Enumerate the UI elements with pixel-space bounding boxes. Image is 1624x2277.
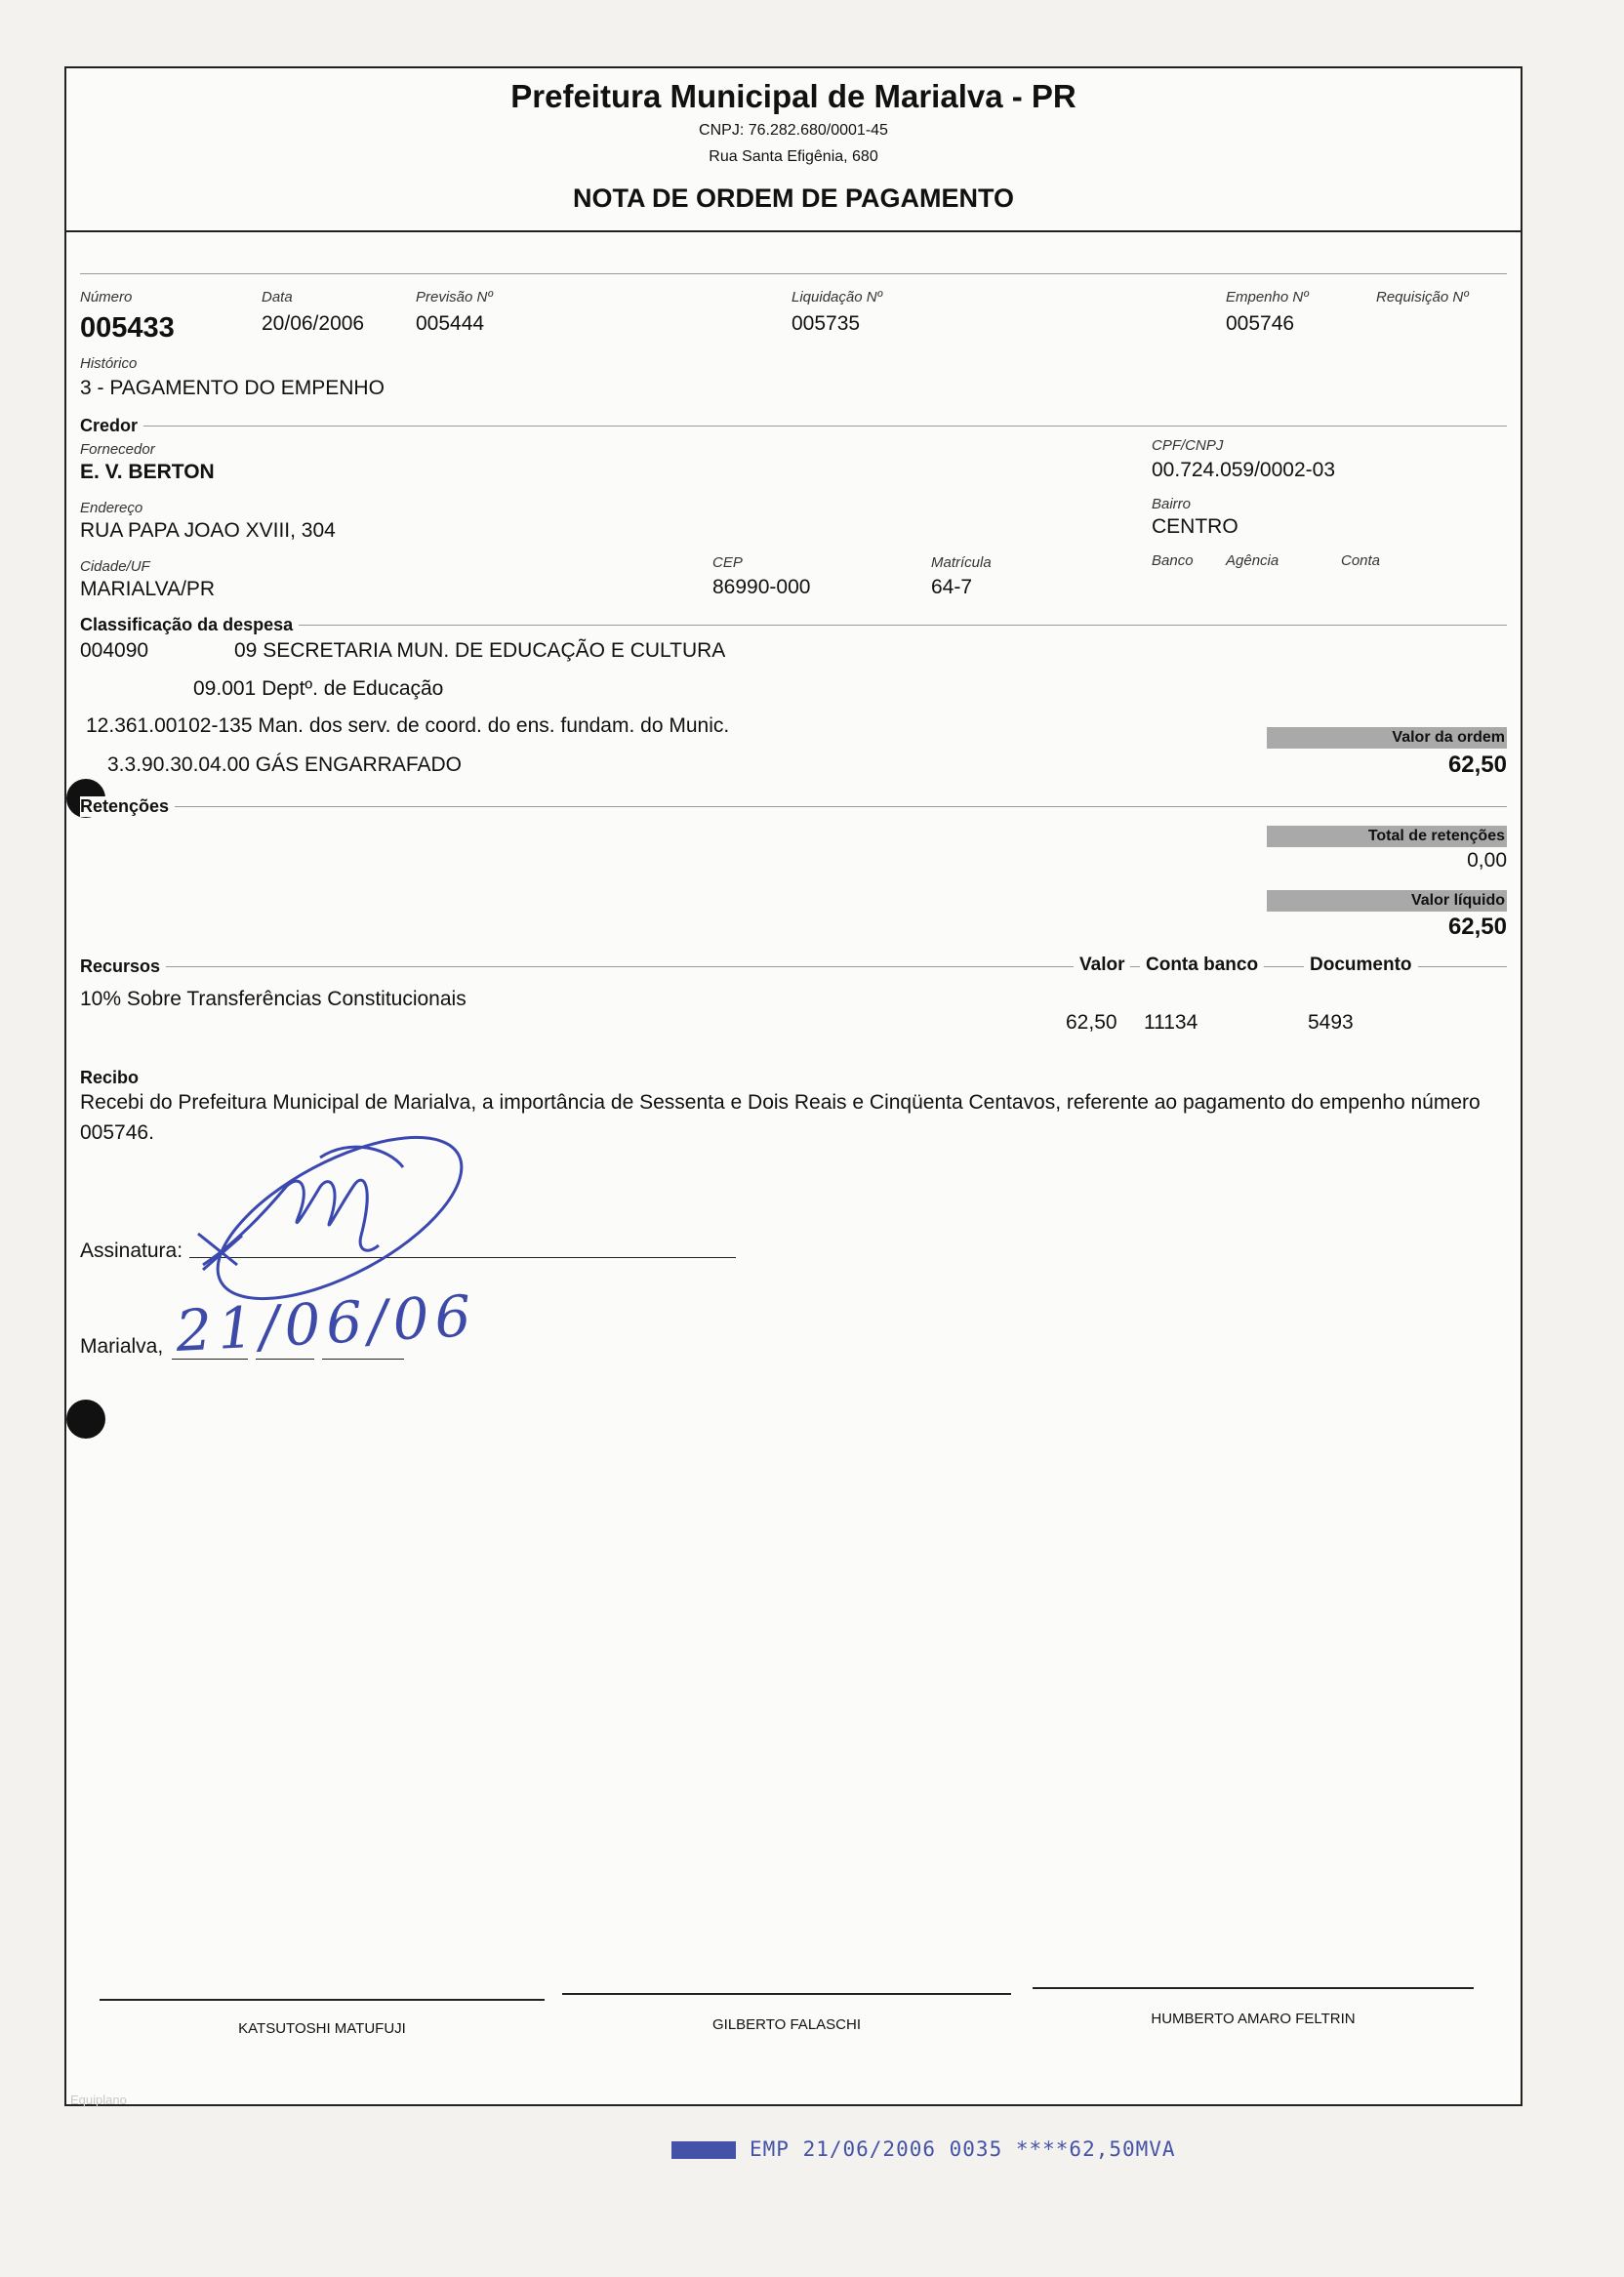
matricula-value: 64-7 bbox=[931, 576, 973, 598]
total-retencoes-label: Total de retenções bbox=[1267, 826, 1507, 847]
cep-value: 86990-000 bbox=[712, 576, 811, 598]
agencia-label: Agência bbox=[1226, 552, 1279, 569]
municipality-title: Prefeitura Municipal de Marialva - PR bbox=[510, 78, 1076, 114]
conta-label: Conta bbox=[1341, 552, 1381, 569]
bank-stamp-text: EMP 21/06/2006 0035 ****62,50MVA bbox=[750, 2137, 1176, 2161]
cnpj-line: CNPJ: 76.282.680/0001-45 bbox=[699, 122, 888, 139]
recursos-conta-header: Conta banco bbox=[1140, 955, 1264, 976]
previsao-label: Previsão Nº bbox=[416, 289, 493, 305]
total-retencoes-value: 0,00 bbox=[1467, 849, 1507, 872]
punch-hole-bottom bbox=[66, 1400, 105, 1439]
cidade-value: MARIALVA/PR bbox=[80, 578, 216, 600]
handwritten-signature bbox=[193, 1128, 486, 1323]
recursos-documento-header: Documento bbox=[1304, 955, 1418, 976]
signature-line-2 bbox=[562, 1993, 1011, 1995]
fornecedor-label: Fornecedor bbox=[80, 441, 155, 458]
marialva-label: Marialva, bbox=[80, 1335, 164, 1358]
date-line-year bbox=[322, 1359, 404, 1360]
header-divider bbox=[66, 230, 1521, 232]
bank-stamp bbox=[671, 2137, 1176, 2161]
cpf-value: 00.724.059/0002-03 bbox=[1152, 459, 1336, 481]
valor-ordem-value: 62,50 bbox=[1447, 752, 1507, 778]
classificacao-orgao: 09 SECRETARIA MUN. DE EDUCAÇÃO E CULTURA bbox=[234, 639, 726, 662]
recursos-divider bbox=[80, 966, 1507, 967]
recursos-valor: 62,50 bbox=[1066, 1011, 1117, 1034]
banco-label: Banco bbox=[1152, 552, 1194, 569]
cpf-label: CPF/CNPJ bbox=[1152, 437, 1224, 454]
previsao-value: 005444 bbox=[416, 312, 485, 335]
requisicao-label: Requisição Nº bbox=[1376, 289, 1469, 305]
classificacao-section-title: Classificação da despesa bbox=[80, 615, 299, 635]
credor-section-title: Credor bbox=[80, 416, 143, 436]
credor-divider bbox=[80, 426, 1507, 427]
signature-line-3 bbox=[1033, 1987, 1474, 1989]
classificacao-unidade: 09.001 Deptº. de Educação bbox=[193, 677, 444, 700]
empenho-value: 005746 bbox=[1226, 312, 1295, 335]
data-value: 20/06/2006 bbox=[262, 312, 365, 335]
signature-line-1 bbox=[100, 1999, 545, 2001]
valor-liquido-value: 62,50 bbox=[1447, 914, 1507, 940]
cidade-label: Cidade/UF bbox=[80, 558, 150, 575]
payment-order-document bbox=[64, 66, 1522, 2106]
retencoes-divider bbox=[80, 806, 1507, 807]
empenho-label: Empenho Nº bbox=[1226, 289, 1309, 305]
signatory-1: KATSUTOSHI MATUFUJI bbox=[238, 2020, 406, 2037]
recursos-section-title: Recursos bbox=[80, 956, 166, 977]
fornecedor-value: E. V. BERTON bbox=[80, 461, 215, 483]
numero-label: Número bbox=[80, 289, 133, 305]
endereco-label: Endereço bbox=[80, 500, 143, 516]
assinatura-label: Assinatura: bbox=[80, 1240, 183, 1262]
liquidacao-label: Liquidação Nº bbox=[792, 289, 883, 305]
liquidacao-value: 005735 bbox=[792, 312, 861, 335]
stamp-logo-icon bbox=[671, 2141, 736, 2159]
document-title: NOTA DE ORDEM DE PAGAMENTO bbox=[572, 183, 1014, 213]
bairro-label: Bairro bbox=[1152, 496, 1192, 512]
recursos-documento: 5493 bbox=[1308, 1011, 1354, 1034]
recursos-conta: 11134 bbox=[1144, 1011, 1198, 1034]
signatory-2: GILBERTO FALASCHI bbox=[712, 2016, 861, 2033]
recibo-section-title: Recibo bbox=[80, 1068, 140, 1087]
recursos-descricao: 10% Sobre Transferências Constitucionais bbox=[80, 988, 467, 1010]
valor-liquido-label: Valor líquido bbox=[1267, 890, 1507, 912]
numero-value: 005433 bbox=[80, 312, 175, 344]
handwritten-date: 21/06/06 bbox=[174, 1281, 479, 1365]
address-line: Rua Santa Efigênia, 680 bbox=[709, 148, 878, 165]
endereco-value: RUA PAPA JOAO XVIII, 304 bbox=[80, 519, 336, 542]
classificacao-code: 004090 bbox=[80, 639, 149, 662]
signatory-3: HUMBERTO AMARO FELTRIN bbox=[1151, 2011, 1356, 2027]
valor-ordem-label: Valor da ordem bbox=[1267, 727, 1507, 749]
recursos-valor-header: Valor bbox=[1074, 955, 1130, 976]
header-subdivider bbox=[80, 273, 1507, 274]
historico-value: 3 - PAGAMENTO DO EMPENHO bbox=[80, 377, 385, 399]
cep-label: CEP bbox=[712, 554, 743, 571]
recibo-text: Recebi do Prefeitura Municipal de Marialva, a importância de Sessenta e Dois Reais e Cinqüenta Centavos, referente ao pagamento do empenho número 005746. bbox=[80, 1091, 1481, 1144]
matricula-label: Matrícula bbox=[931, 554, 992, 571]
bairro-value: CENTRO bbox=[1152, 515, 1238, 538]
historico-label: Histórico bbox=[80, 355, 138, 372]
classificacao-elemento: 3.3.90.30.04.00 GÁS ENGARRAFADO bbox=[107, 753, 463, 776]
classificacao-programa: 12.361.00102-135 Man. dos serv. de coord. do ens. fundam. do Munic. bbox=[86, 714, 730, 737]
software-watermark: Equiplano bbox=[70, 2093, 127, 2107]
retencoes-section-title: Retenções bbox=[80, 796, 175, 817]
data-label: Data bbox=[262, 289, 293, 305]
